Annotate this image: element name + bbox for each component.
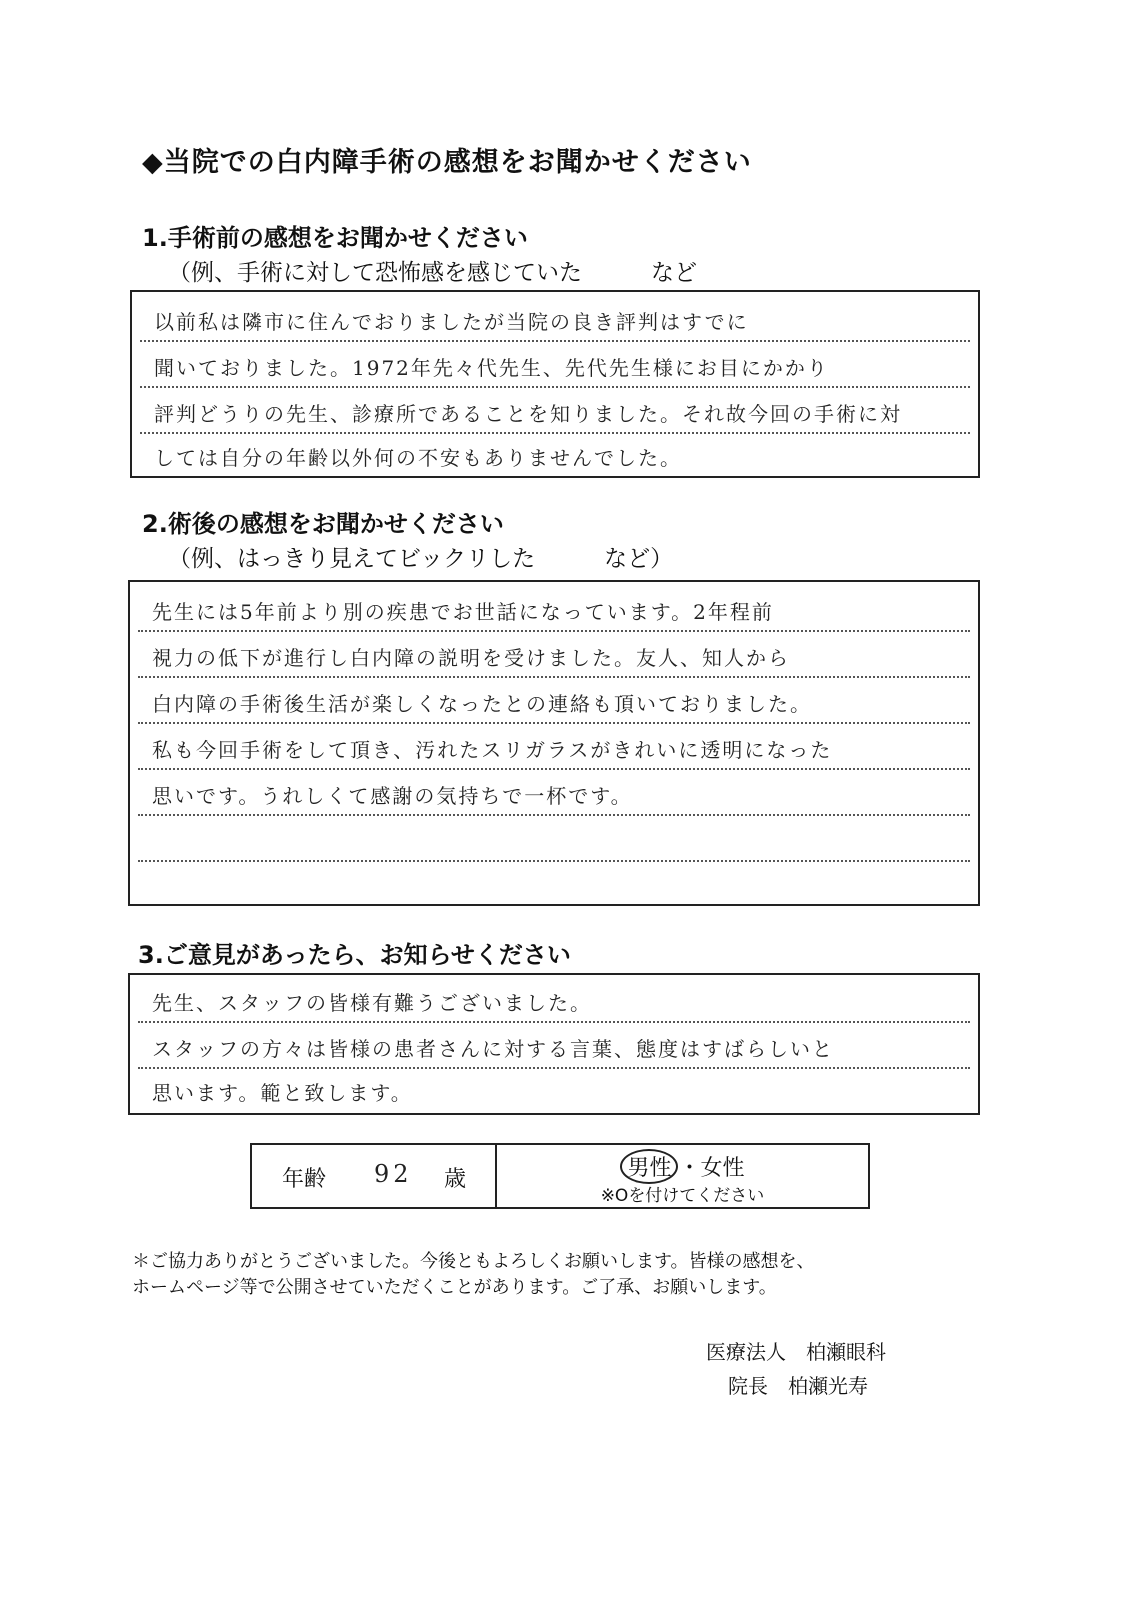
page-title: ◆当院での白内障手術の感想をお聞かせください	[142, 147, 752, 178]
section2-answer-line: 白内障の手術後生活が楽しくなったとの連絡も頂いておりました。	[138, 678, 970, 724]
section3-answer-line: 先生、スタッフの皆様有難うございました。	[138, 977, 970, 1023]
age-unit: 歳	[444, 1167, 467, 1192]
section3-answer-line: スタッフの方々は皆様の患者さんに対する言葉、態度はすばらしいと	[138, 1023, 970, 1069]
section2-answer-line	[138, 816, 970, 862]
gender-male-option: 男性	[620, 1149, 678, 1184]
gender-field	[497, 1145, 868, 1207]
clinic-name: 医療法人 柏瀬眼科	[706, 1340, 886, 1364]
clinic-director: 院長 柏瀬光寿	[728, 1374, 868, 1398]
section2-example: （例、はっきり見えてビックリした など）	[168, 546, 674, 572]
age-value: 92	[374, 1160, 413, 1188]
section2-answer-line: 先生には5年前より別の疾患でお世話になっています。2年程前	[138, 586, 970, 632]
section1-answer-line: 評判どうりの先生、診療所であることを知りました。それ故今回の手術に対	[140, 388, 970, 434]
section2-title: 2.術後の感想をお聞かせください	[142, 510, 504, 538]
section2-answer-line: 視力の低下が進行し白内障の説明を受けました。友人、知人から	[138, 632, 970, 678]
section3-answer-box	[128, 973, 980, 1115]
section2-answer-line: 私も今回手術をして頂き、汚れたスリガラスがきれいに透明になった	[138, 724, 970, 770]
section2-answer-line: 思いです。うれしくて感謝の気持ちで一杯です。	[138, 770, 970, 816]
section1-answer-line: 聞いておりました。1972年先々代先生、先代先生様にお目にかかり	[140, 342, 970, 388]
section1-answer-line: しては自分の年齢以外何の不安もありませんでした。	[154, 446, 682, 470]
section1-answer-box	[130, 290, 980, 478]
section2-answer-line	[138, 858, 970, 904]
gender-note: ※Oを付けてください	[600, 1186, 765, 1206]
age-label: 年齢	[282, 1167, 327, 1192]
section2-answer-box	[128, 580, 980, 906]
section1-title: 1.手術前の感想をお聞かせください	[142, 224, 528, 252]
section1-example: （例、手術に対して恐怖感を感じていた など	[168, 260, 697, 286]
section1-answer-line: 以前私は隣市に住んでおりましたが当院の良き評判はすでに	[140, 296, 970, 342]
age-gender-box	[250, 1143, 870, 1209]
footer-note-line2: ホームページ等で公開させていただくことがあります。ご了承、お願いします。	[132, 1277, 777, 1298]
gender-female-option: 女性	[700, 1156, 745, 1181]
section3-answer-line: 思います。範と致します。	[152, 1081, 413, 1105]
gender-separator: ・	[678, 1156, 701, 1181]
age-field	[252, 1145, 497, 1207]
footer-note-line1: ＊ご協力ありがとうございました。今後ともよろしくお願いします。皆様の感想を、	[132, 1251, 815, 1272]
section3-title: 3.ご意見があったら、お知らせください	[138, 941, 571, 969]
